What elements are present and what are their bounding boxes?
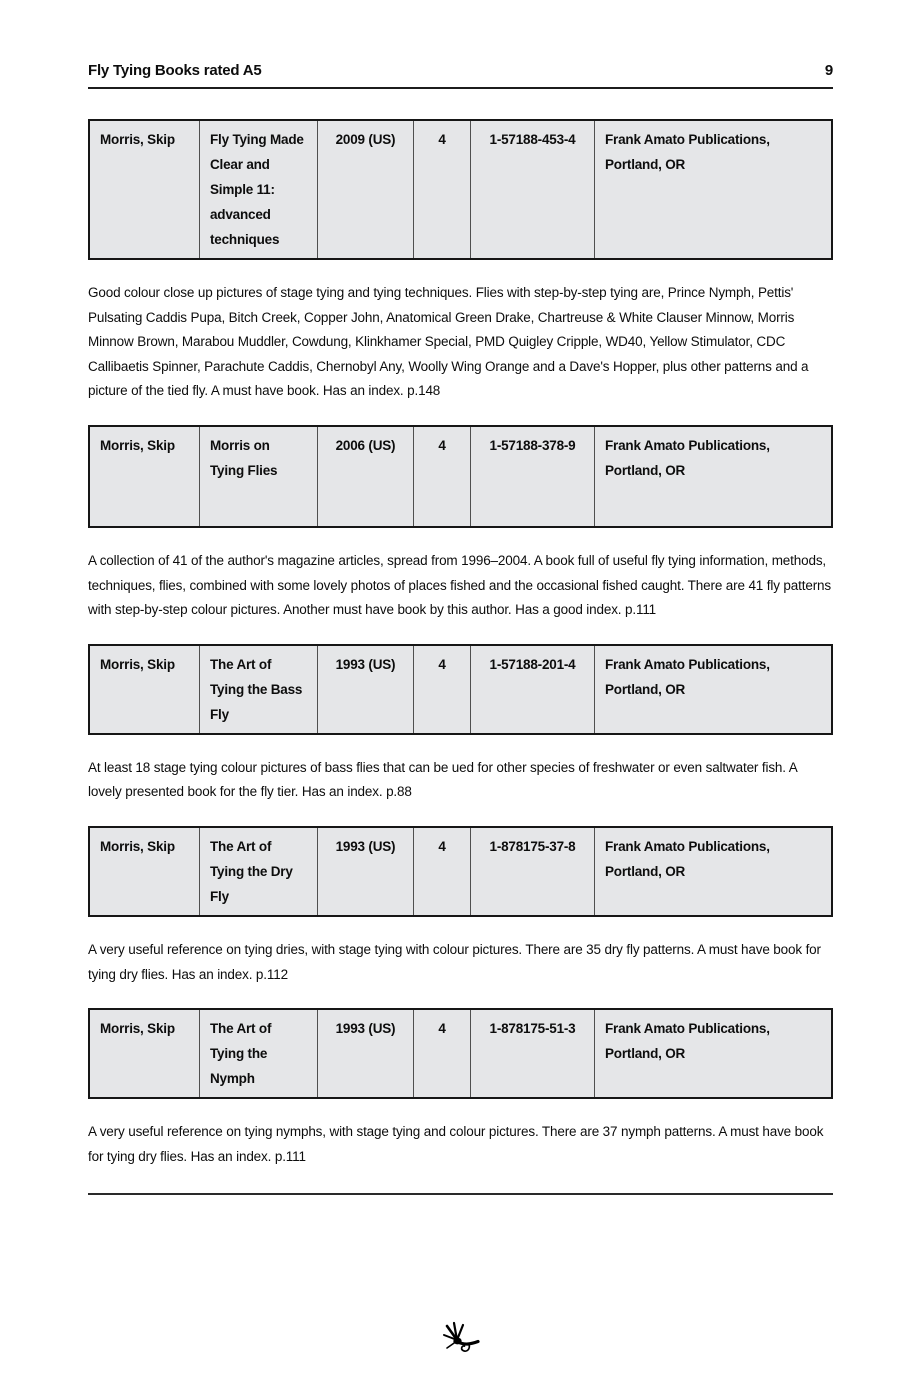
- book-table: [88, 425, 833, 528]
- rating-cell: 4: [414, 427, 471, 526]
- year-cell: 1993 (US): [318, 828, 414, 915]
- book-table: [88, 826, 833, 917]
- year-cell: 2009 (US): [318, 121, 414, 258]
- isbn-cell: 1-878175-37-8: [471, 828, 595, 915]
- author-cell: Morris, Skip: [90, 646, 200, 733]
- year-cell: 1993 (US): [318, 1010, 414, 1097]
- book-description: Good colour close up pictures of stage tying and tying techniques. Flies with step-by-step tying are, Prince Nymph, Pettis' Pulsating Caddis Pupa, Bitch Creek, Copper John, Anatomical Green Drake, Chartreuse & White Clauser Minnow, Morris Minnow Brown, Marabou Muddler, Cowdung, Klinkhamer Special, PMD Quigley Cripple, WD40, Yellow Stimulator, CDC Callibaetis Spinner, Parachute Caddis, Chernobyl Any, Woolly Wing Orange and a Dave's Hopper, plus other patterns and a picture of the tied fly. A must have book. Has an index. p.148: [88, 285, 809, 399]
- footer: [88, 1321, 833, 1362]
- fly-icon: [442, 1321, 480, 1357]
- title-cell: Morris on Tying Flies: [200, 427, 318, 526]
- isbn-cell: 1-57188-378-9: [471, 427, 595, 526]
- page-number: 9: [824, 62, 833, 79]
- page-header: [88, 0, 833, 89]
- book-description: A very useful reference on tying nymphs, with stage tying and colour pictures. There are 37 nymph patterns. A must have book for tying dry flies. Has an index. p.111: [88, 1124, 824, 1164]
- book-description: A very useful reference on tying dries, with stage tying with colour pictures. There are 35 dry fly patterns. A must have book for tying dry flies. Has an index. p.112: [88, 941, 821, 982]
- section-divider: [88, 1193, 833, 1195]
- isbn-cell: 1-57188-201-4: [471, 646, 595, 733]
- author-cell: Morris, Skip: [90, 121, 200, 258]
- title-cell: The Art of Tying the Dry Fly: [200, 828, 318, 915]
- publisher-cell: Frank Amato Publications, Portland, OR: [605, 1021, 770, 1062]
- book-description: A collection of 41 of the author's magazine articles, spread from 1996–2004. A book full of useful fly tying information, methods, techniques, flies, combined with some lovely photos of places fished and the occasional fished caught. There are 41 fly patterns with step-by-step colour pictures. Another must have book by this author. Has a good index. p.111: [88, 552, 831, 618]
- author-cell: Morris, Skip: [90, 828, 200, 915]
- rating-cell: 4: [414, 646, 471, 733]
- year-cell: 2006 (US): [318, 427, 414, 526]
- book-table: [88, 1008, 833, 1099]
- title-cell: Fly Tying Made Clear and Simple 11: advanced techniques: [200, 121, 318, 258]
- page-content: [88, 0, 833, 1362]
- rating-cell: 4: [414, 1010, 471, 1097]
- publisher-cell: Frank Amato Publications, Portland, OR: [605, 132, 770, 172]
- author-cell: Morris, Skip: [90, 1010, 200, 1097]
- author-cell: Morris, Skip: [90, 427, 200, 526]
- publisher-cell: Frank Amato Publications, Portland, OR: [605, 656, 770, 697]
- isbn-cell: 1-878175-51-3: [471, 1010, 595, 1097]
- rating-cell: 4: [414, 828, 471, 915]
- page-title: Fly Tying Books rated A5: [88, 62, 262, 79]
- title-cell: The Art of Tying the Bass Fly: [200, 646, 318, 733]
- book-description: At least 18 stage tying colour pictures of bass flies that can be ued for other species of freshwater or even saltwater fish. A lovely presented book for the fly tier. Has an index. p.88: [88, 759, 797, 800]
- rating-cell: 4: [414, 121, 471, 258]
- title-cell: The Art of Tying the Nymph: [200, 1010, 318, 1097]
- isbn-cell: 1-57188-453-4: [471, 121, 595, 258]
- book-table: [88, 644, 833, 735]
- publisher-cell: Frank Amato Publications, Portland, OR: [605, 838, 770, 879]
- book-table: [88, 119, 833, 260]
- year-cell: 1993 (US): [318, 646, 414, 733]
- publisher-cell: Frank Amato Publications, Portland, OR: [605, 437, 770, 478]
